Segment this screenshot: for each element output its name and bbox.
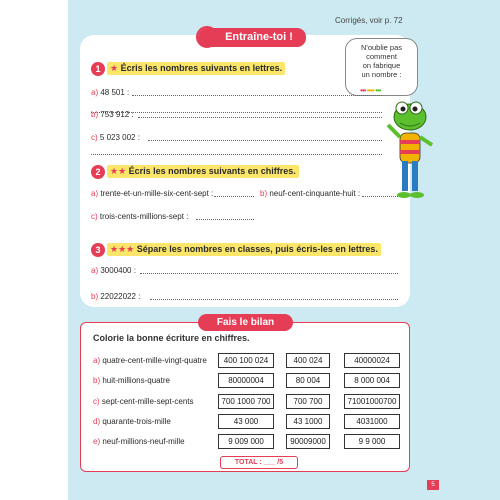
bubble-line: on fabrique — [362, 61, 401, 70]
colored-dots: ••• •••• ••• — [360, 86, 381, 95]
speech-bubble — [345, 38, 418, 96]
answer-option-box[interactable]: 400 100 024 — [218, 353, 274, 368]
exercise-3-title — [107, 243, 381, 256]
answer-line[interactable] — [148, 140, 382, 141]
item-text: 48 501 : — [100, 88, 130, 97]
item-text: 3000400 : — [100, 266, 136, 275]
item-text: sept-cent-mille-sept-cents — [101, 397, 194, 406]
item-label: e) — [93, 437, 101, 446]
item-label: b) — [91, 292, 99, 301]
answer-option-box[interactable]: 700 700 — [286, 394, 330, 409]
item-text: 753 912 : — [100, 110, 134, 119]
exercise-3-item-a — [91, 266, 136, 275]
item-label: c) — [91, 212, 98, 221]
exercise-1-title-text: Écris les nombres suivants en lettres. — [120, 63, 283, 73]
answer-line[interactable] — [91, 154, 382, 155]
item-text: quatre-cent-mille-vingt-quatre — [102, 356, 207, 365]
item-text: neuf-millions-neuf-mille — [102, 437, 185, 446]
bubble-line: N'oublie pas — [360, 43, 403, 52]
bilan-row-label — [93, 437, 185, 446]
item-label: a) — [91, 266, 99, 275]
item-text: quarante-trois-mille — [102, 417, 171, 426]
answer-option-box[interactable]: 400 024 — [286, 353, 330, 368]
total-score: TOTAL : ___ /5 — [220, 456, 298, 469]
answer-line[interactable] — [132, 95, 382, 96]
exercise-2-item-c — [91, 212, 188, 221]
item-text: 22022022 : — [100, 292, 141, 301]
answer-option-box[interactable]: 43 1000 — [286, 414, 330, 429]
answer-option-box[interactable]: 71001000700 — [344, 394, 400, 409]
item-label: b) — [93, 376, 101, 385]
exercise-1-item-a — [91, 88, 129, 97]
exercise-2-number: 2 — [91, 165, 105, 179]
difficulty-stars: ★★★ — [110, 244, 135, 254]
answer-option-box[interactable]: 90009000 — [286, 434, 330, 449]
answer-option-box[interactable]: 700 1000 700 — [218, 394, 274, 409]
frog-mascot-icon — [380, 95, 440, 210]
bilan-instruction: Colorie la bonne écriture en chiffres. — [93, 333, 250, 343]
exercise-2-item-b — [260, 189, 360, 198]
exercise-3-title-text: Sépare les nombres en classes, puis écris-les en lettres. — [136, 244, 378, 254]
bilan-row-label — [93, 356, 207, 365]
answer-line[interactable] — [214, 196, 254, 197]
answer-option-box[interactable]: 9 009 000 — [218, 434, 274, 449]
exercise-2-title-text: Écris les nombres suivants en chiffres. — [128, 166, 296, 176]
answer-option-box[interactable]: 9 9 000 — [344, 434, 400, 449]
item-text: neuf-cent-cinquante-huit : — [269, 189, 361, 198]
section-title-entraine: Entraîne-toi ! — [198, 28, 306, 47]
exercise-2-title — [107, 165, 299, 178]
item-label: a) — [91, 189, 99, 198]
corriges-note: Corrigés, voir p. 72 — [335, 16, 403, 25]
answer-line[interactable] — [138, 117, 382, 118]
item-label: d) — [93, 417, 101, 426]
answer-line[interactable] — [362, 196, 398, 197]
exercise-3-number: 3 — [91, 243, 105, 257]
item-label: a) — [91, 88, 99, 97]
exercise-1-title — [107, 62, 285, 75]
item-label: b) — [91, 110, 99, 119]
answer-option-box[interactable]: 43 000 — [218, 414, 274, 429]
answer-option-box[interactable]: 80 004 — [286, 373, 330, 388]
exercise-1-number: 1 — [91, 62, 105, 76]
difficulty-stars: ★★ — [110, 166, 127, 176]
item-text: trois-cents-millions-sept : — [99, 212, 189, 221]
exercise-3-item-b — [91, 292, 140, 301]
item-label: c) — [91, 133, 98, 142]
exercise-1-item-b — [91, 110, 134, 119]
answer-line[interactable] — [91, 112, 382, 113]
difficulty-stars: ★ — [110, 63, 119, 73]
item-label: c) — [93, 397, 100, 406]
bilan-row-label — [93, 376, 170, 385]
item-text: 5 023 002 : — [99, 133, 140, 142]
item-label: b) — [260, 189, 268, 198]
item-text: trente-et-un-mille-six-cent-sept : — [100, 189, 214, 198]
bilan-row-label — [93, 397, 194, 406]
page-number: 5 — [427, 480, 439, 490]
answer-line[interactable] — [150, 299, 398, 300]
bubble-line: un nombre : — [361, 70, 402, 79]
answer-option-box[interactable]: 8 000 004 — [344, 373, 400, 388]
bilan-row-label — [93, 417, 171, 426]
bubble-line: comment — [366, 52, 397, 61]
answer-option-box[interactable]: 40000024 — [344, 353, 400, 368]
exercise-2-item-a — [91, 189, 213, 198]
exercise-1-item-c — [91, 133, 140, 142]
answer-option-box[interactable]: 4031000 — [344, 414, 400, 429]
answer-option-box[interactable]: 80000004 — [218, 373, 274, 388]
answer-line[interactable] — [140, 273, 398, 274]
section-title-bilan: Fais le bilan — [198, 314, 293, 331]
answer-line[interactable] — [196, 219, 254, 220]
item-label: a) — [93, 356, 101, 365]
item-text: huit-millions-quatre — [102, 376, 170, 385]
